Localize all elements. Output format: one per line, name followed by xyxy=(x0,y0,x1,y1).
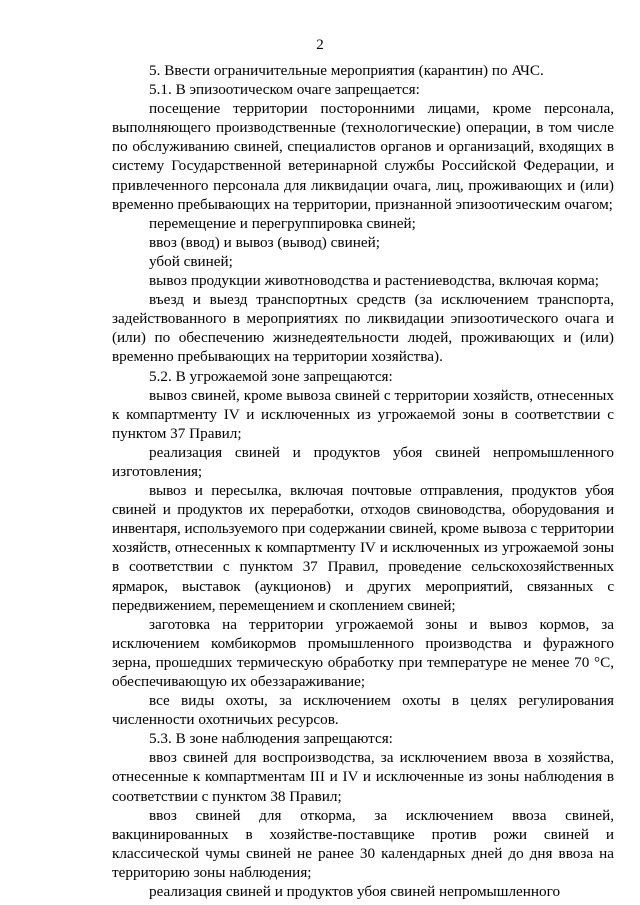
paragraph-heading-5-1: 5.1. В эпизоотическом очаге запрещается: xyxy=(149,81,420,99)
paragraph-visit-ban: посещение территории посторонними лицами, кроме персонала, выполняющего производственные (технологические) операции, в том числе по обслуживанию свиней, специалистов органов и организаций, входящих в систему Государственной ветеринарной службы Российской Федерации, и привлеченного персонала для ликвидации очага, лиц, проживающих и (или) временно пребывающих на территории, признанной эпизоотическим очагом; xyxy=(112,100,614,213)
paragraph-sale-ban-continued: реализация свиней и продуктов убоя свиней непромышленного xyxy=(149,883,561,901)
page-number: 2 xyxy=(316,37,324,53)
paragraph-pig-export-ban: вывоз свиней, кроме вывоза свиней с территории хозяйств, отнесенных к компартменту IV и исключенных из угрожаемой зоны в соответствии с пунктом 37 Правил; xyxy=(112,386,614,442)
paragraph-products-ban: вывоз продукции животноводства и растениеводства, включая корма; xyxy=(149,272,599,290)
paragraph-breeding-import-ban: ввоз свиней для воспроизводства, за исключением ввоза в хозяйства, отнесенные к компартментам III и IV и исключенные из зоны наблюдения в соответствии с пунктом 38 Правил; xyxy=(112,749,614,805)
paragraph-slaughter-ban: убой свиней; xyxy=(149,252,233,270)
paragraph-shipping-ban: вывоз и пересылка, включая почтовые отправления, продуктов убоя свиней и продуктов их переработки, отходов свиноводства, оборудования и инвентаря, используемого при содержании свиней, кроме вывоза с территории хозяйств, отнесенных к компартменту IV и исключенных из угрожаемой зоны в соответствии с пунктом 37 Правил, проведение сельскохозяйственных ярмарок, выставок (аукционов) и других мероприятий, связанных с передвижением, перемещением и скоплением свиней; xyxy=(112,482,614,614)
paragraph-heading-5-3: 5.3. В зоне наблюдения запрещаются: xyxy=(149,730,393,748)
paragraph-sale-ban: реализация свиней и продуктов убоя свиней непромышленного изготовления; xyxy=(112,443,614,480)
paragraph-measure-5: 5. Ввести ограничительные мероприятия (карантин) по АЧС. xyxy=(149,62,544,79)
paragraph-heading-5-2: 5.2. В угрожаемой зоне запрещаются: xyxy=(149,367,393,385)
document-body xyxy=(112,61,614,901)
paragraph-vehicles-ban: въезд и выезд транспортных средств (за исключением транспорта, задействованного в мероприятиях по ликвидации эпизоотического очага и (или) по обеспечению жизнедеятельности людей, проживающих и (или) временно пребывающих на территории хозяйства). xyxy=(112,291,614,366)
paragraph-fattening-import-ban: ввоз свиней для откорма, за исключением ввоза свиней, вакцинированных в хозяйстве-поставщике против рожи свиней и классической чумы свиней не ранее 30 календарных дней до дня ввоза на территорию зоны наблюдения; xyxy=(112,806,614,881)
paragraph-import-export-ban: ввоз (ввод) и вывоз (вывод) свиней; xyxy=(149,233,380,251)
paragraph-feed-ban: заготовка на территории угрожаемой зоны и вывоз кормов, за исключением комбикормов промышленного производства и фуражного зерна, прошедших термическую обработку при температуре не менее 70 °С, обеспечивающую их обеззараживание; xyxy=(112,615,614,690)
paragraph-regrouping-ban: перемещение и перегруппировка свиней; xyxy=(149,214,416,232)
paragraph-hunting-ban: все виды охоты, за исключением охоты в целях регулирования численности охотничьих ресурсов. xyxy=(112,692,614,729)
